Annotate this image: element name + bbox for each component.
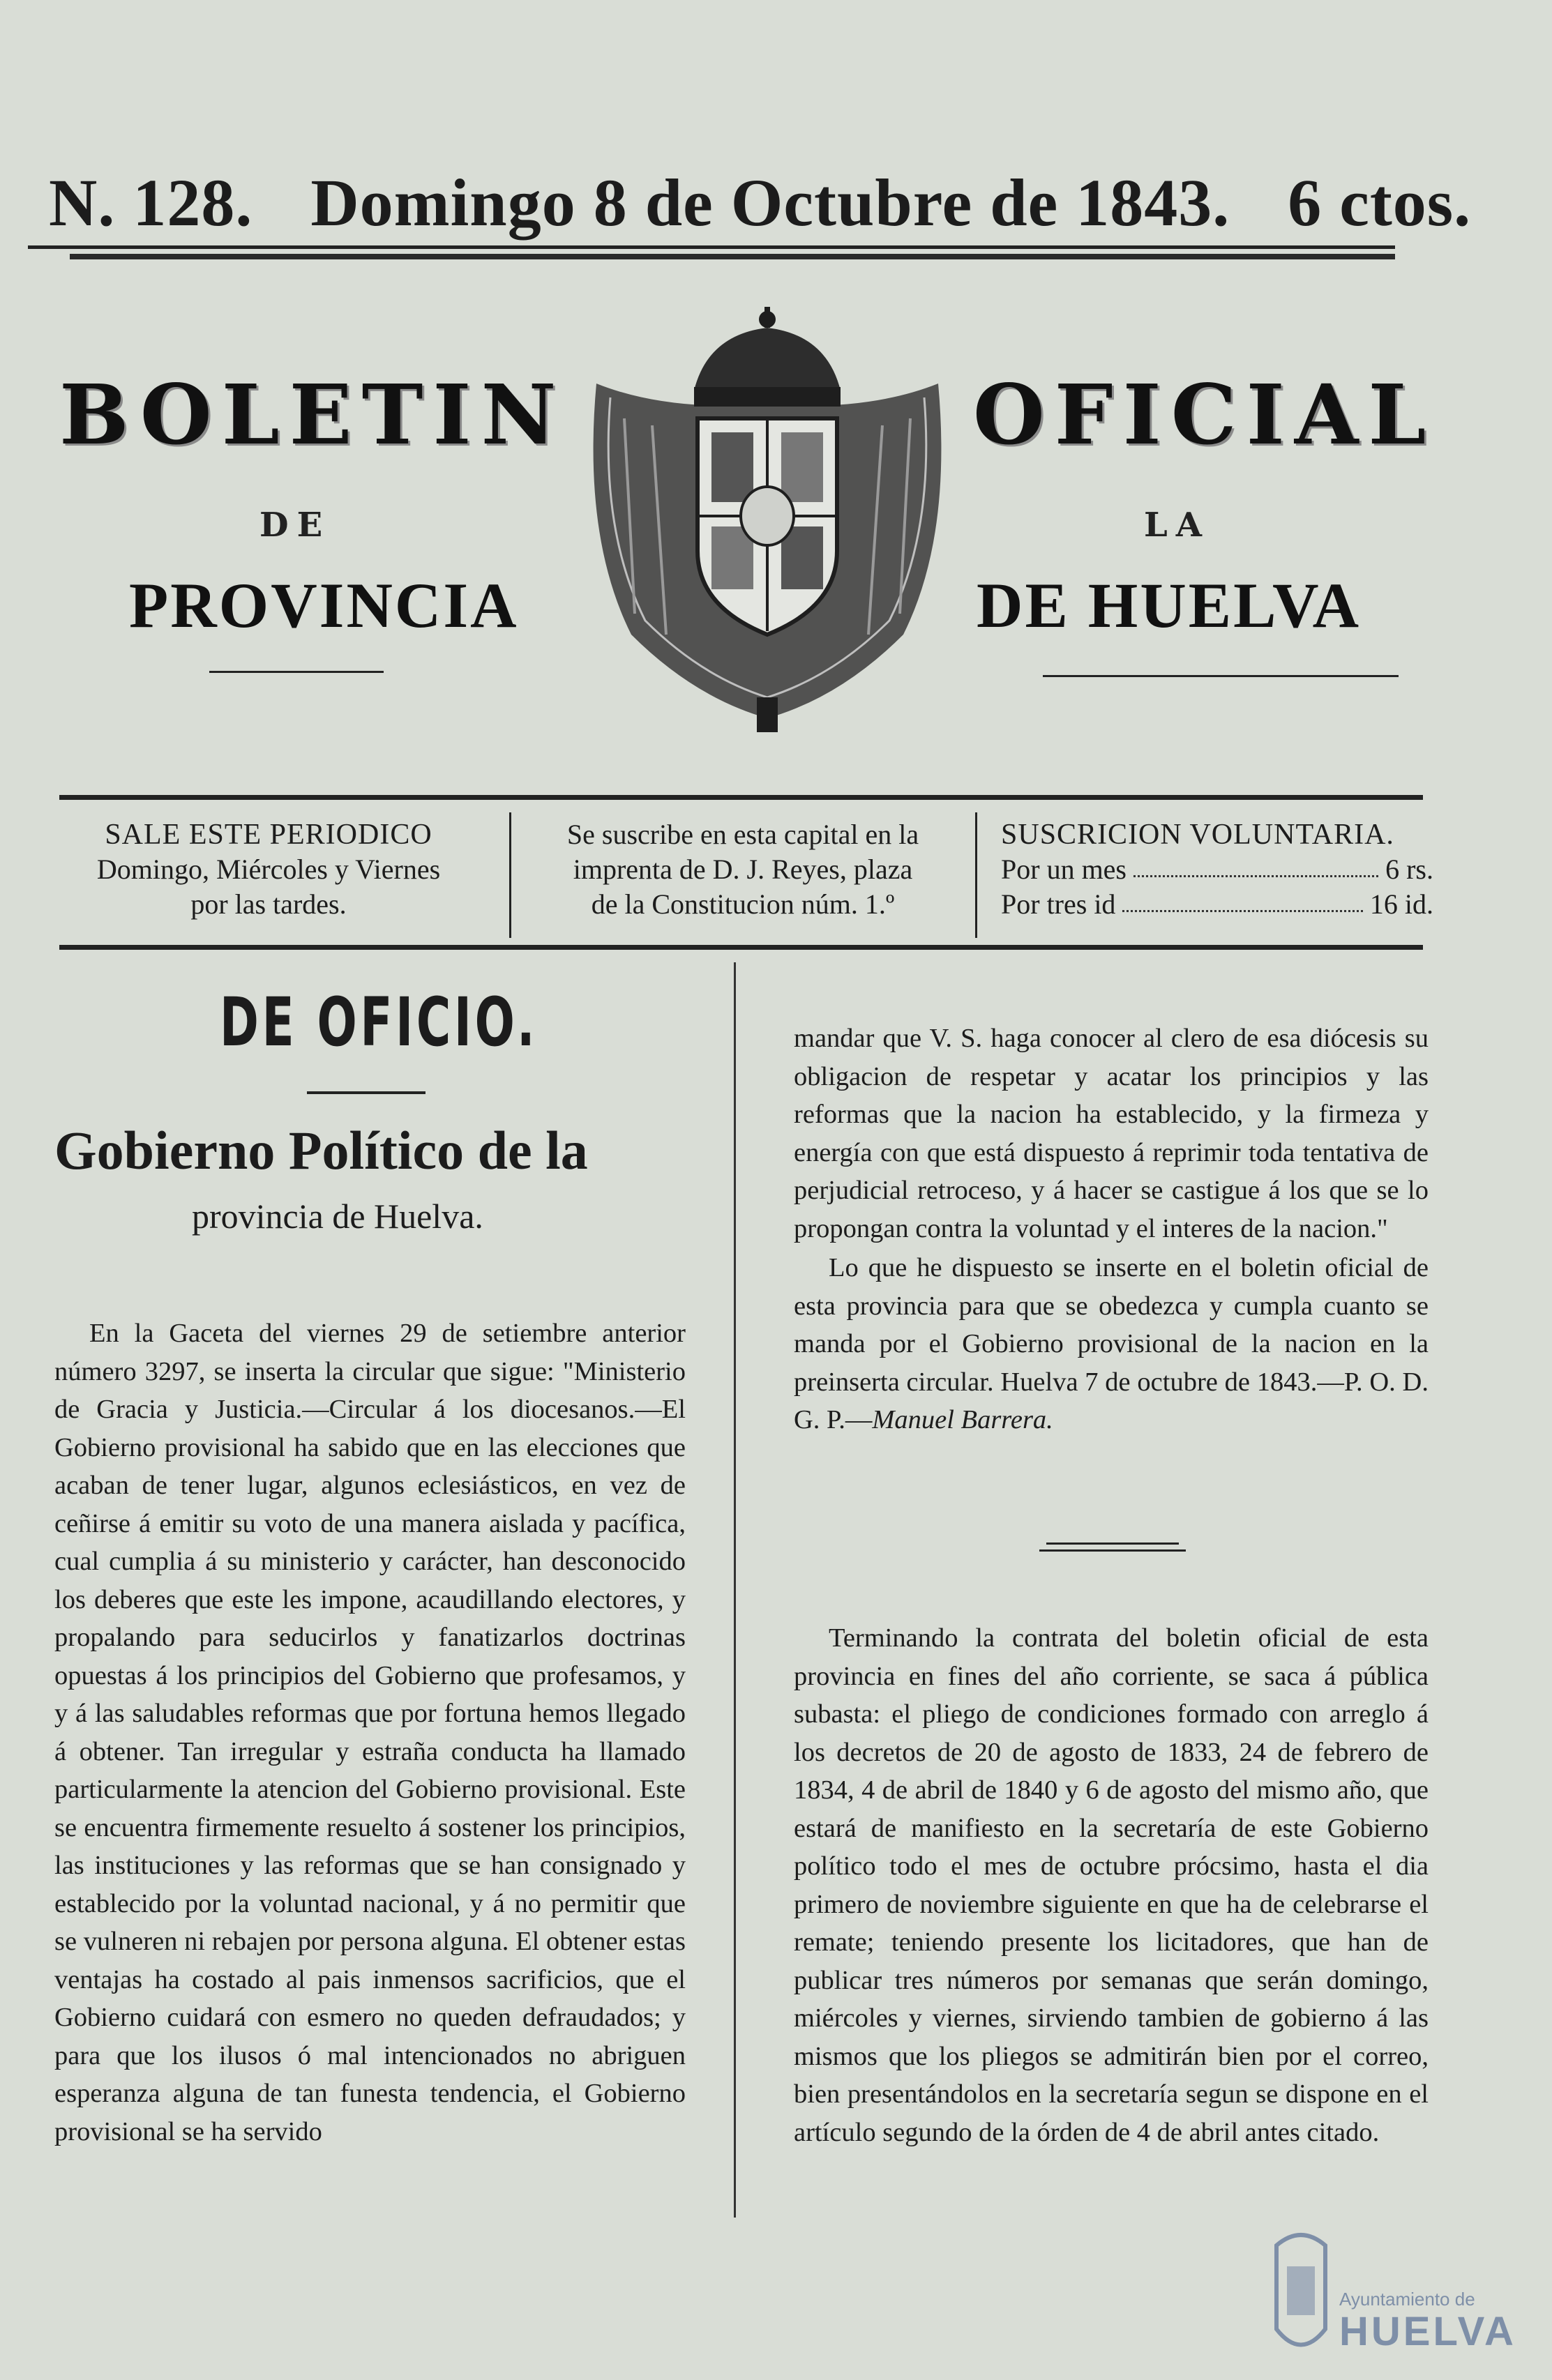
article-heading: Gobierno Político de la	[54, 1120, 588, 1181]
issue-number: N. 128.	[49, 165, 253, 240]
info-divider-2	[975, 812, 977, 938]
price-month-label: Por un mes	[1001, 854, 1127, 885]
watermark-big: HUELVA	[1339, 2309, 1516, 2354]
header-rule-thick	[70, 254, 1395, 259]
watermark	[1270, 2224, 1516, 2364]
circular-continuation: mandar que V. S. haga conocer al clero de esa diócesis su obligacion de respetar y acatar los principios y las reformas que la nacion ha establecido, y la firmeza y energía con que está dispuesto á reprimir toda tentativa de perjudicial retroceso, y á hacer se castigue á los que se lo propongan contra la voluntad y el interes de la nacion."	[794, 1024, 1429, 1243]
huelva-city-crest-icon	[1270, 2224, 1332, 2364]
separator-rule-1	[1046, 1543, 1179, 1545]
masthead-de-huelva: DE HUELVA	[977, 570, 1362, 641]
issue-price: 6 ctos.	[1288, 165, 1472, 240]
auction-notice: Terminando la contrata del boletin oficial de esta provincia en fines del año corriente, se saca á pública subasta: el pliego de condiciones formado con arreglo á los decretos de 20 de agosto de 1833, 24 de febrero de 1834, 4 de abril de 1840 y 6 de agosto del mismo año, que estará de manifiesto en la secretaría de este Gobierno político todo el mes de octubre prócsimo, hasta el dia primero de noviembre siguiente en que ha de celebrarse el remate; teniendo presente los licitadores, que han de publicar tres números por semanas que serán domingo, miércoles y viernes, sirviendo tambien de gobierno á las mismos que los pliegos se admitirán bien por el correo, bien presentándolos en la secretaría segun se dispone en el artículo segundo de la órden de 4 de abril antes citado.	[794, 1623, 1429, 2147]
issue-header	[49, 164, 1472, 241]
header-rule	[28, 245, 1395, 249]
signature: Manuel Barrera.	[872, 1405, 1053, 1434]
price-three-value: 16 id.	[1369, 888, 1433, 920]
prices-title: SUSCRICION VOLUNTARIA.	[1001, 819, 1394, 851]
info-rule-bottom	[59, 945, 1423, 950]
masthead-de: DE	[259, 506, 331, 545]
price-dots	[1133, 852, 1378, 877]
price-month-value: 6 rs.	[1385, 854, 1433, 885]
circular-text: En la Gaceta del viernes 29 de setiembre anterior número 3297, se inserta la circular que sigue: "Ministerio de Gracia y Justicia.—Circular á los diocesanos.—El Gobierno provisional ha sabido que en las elecciones que acaban de tener lugar, algunos eclesiásticos, en vez de ceñirse á emitir su voto de una manera aislada y pacífica, cual cumplia á su ministerio y carácter, han desconocido los deberes que este les impone, acaudillando electores, y propalando para seducirlos y fanatizarlos doctrinas opuestas á los principios del Gobierno que profesamos, y y á las saludables reformas que por fortuna hemos llegado á obtener. Tan irregular y estraña conducta ha llamado particularmente la atencion del Gobierno provisional. Este se encuentra firmemente resuelto á sostener los principios, las instituciones y las reformas que se han consignado y establecido por la voluntad nacional, y á no permitir que se vulneren ni rebajen por persona alguna. El obtener estas ventajas ha costado al pais inmensos sacrificios, que el Gobierno cuidará con esmero no queden defraudados; y para que los ilusos ó mal intencionados no abriguen esperanza alguna de tan funesta tendencia, el Gobierno provisional se ha servido	[54, 1319, 686, 2146]
price-dots	[1122, 887, 1362, 912]
schedule-days: Domingo, Miércoles y Viernes	[96, 854, 441, 885]
info-rule-top	[59, 795, 1423, 800]
masthead-rule-right	[1043, 675, 1399, 677]
ornament-rule	[307, 1091, 425, 1094]
info-subscription-place	[523, 817, 963, 922]
column-divider	[734, 962, 736, 2218]
issue-date: Domingo 8 de Octubre de 1843.	[310, 165, 1230, 240]
price-row-three	[1001, 887, 1433, 922]
right-column-top	[794, 1020, 1429, 1439]
info-schedule	[42, 817, 495, 922]
masthead-provincia: PROVINCIA	[129, 570, 519, 641]
schedule-title: SALE ESTE PERIODICO	[105, 819, 432, 851]
subscription-line-1: Se suscribe en esta capital en la	[566, 819, 919, 850]
subscription-line-2: imprenta de D. J. Reyes, plaza	[573, 854, 913, 885]
article-subheading: provincia de Huelva.	[192, 1197, 483, 1236]
info-prices	[1001, 817, 1433, 922]
masthead-oficial: OFICIAL	[973, 366, 1436, 463]
subscription-line-3: de la Constitucion núm. 1.º	[591, 888, 895, 920]
price-row-month	[1001, 852, 1433, 887]
masthead-rule-left	[209, 671, 384, 673]
schedule-time: por las tardes.	[190, 888, 347, 920]
left-column-body	[54, 1314, 686, 2151]
masthead-boletin: BOLETIN	[59, 366, 566, 463]
price-three-label: Por tres id	[1001, 888, 1116, 920]
decree-text: Lo que he dispuesto se inserte en el boletin oficial de esta provincia para que se obedezca y cumpla cuanto se manda por el Gobierno provisional de la nacion en la preinserta circular. Huelva 7 de octubre de 1843.—P. O. D. G. P.—	[794, 1253, 1429, 1434]
section-de-oficio: DE OFICIO.	[220, 983, 538, 1061]
info-divider-1	[509, 812, 511, 938]
watermark-small: Ayuntamiento de	[1339, 2289, 1475, 2310]
decree-paragraph	[794, 1249, 1429, 1439]
royal-coat-of-arms-icon	[568, 307, 966, 739]
right-column-bottom	[794, 1619, 1429, 2151]
separator-rule-2	[1039, 1549, 1186, 1552]
masthead-la: LA	[1144, 506, 1210, 545]
